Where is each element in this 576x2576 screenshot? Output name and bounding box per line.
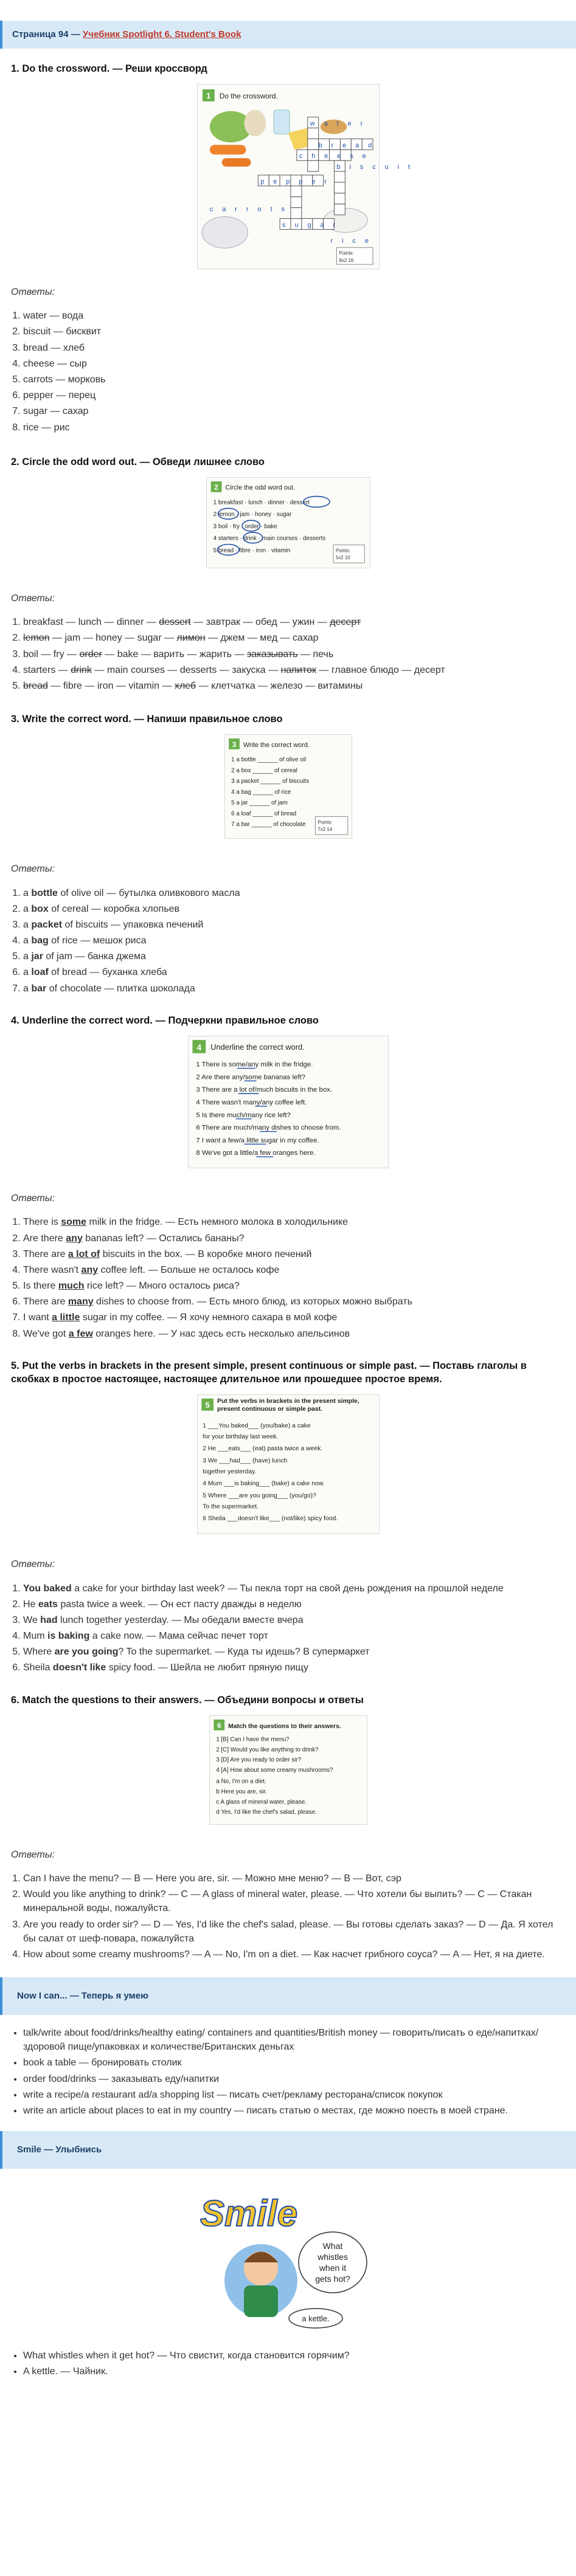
- answers-label: Ответы:: [11, 864, 55, 875]
- exercise-6-title: 6. Match the questions to their answers. — Объедини вопросы и ответы: [11, 1694, 364, 1706]
- ex6-num: 6: [217, 1721, 221, 1730]
- ex5-line: 3 We ___had___ (have) lunch: [202, 1458, 287, 1465]
- ex6-line: 4 [A] How about some creamy mushrooms?: [215, 1766, 333, 1774]
- exercise-1-title: 1. Do the crossword. — Реши кроссворд: [11, 63, 207, 74]
- list-item: 4. starters — drink — main courses — desserts — закуска — напиток — главное блюдо — десерт: [23, 663, 565, 677]
- list-item: 8. We've got a few oranges here. — У нас здесь есть несколько апельсинов: [23, 1327, 565, 1341]
- crossword-word-sugar: s u g a r: [282, 221, 339, 229]
- exercise-2-answers: [11, 615, 565, 693]
- ex6-line: d Yes, I'd like the chef's salad, please.: [215, 1809, 317, 1816]
- textbook-link[interactable]: Учебник Spotlight 6. Student's Book: [82, 29, 241, 40]
- points-label: Points:: [338, 250, 354, 257]
- crossword-word-cheese: c h e e s e: [299, 153, 370, 160]
- ex5-line: 6 Sheila ___doesn't like___ (not/like) spicy food.: [202, 1515, 338, 1523]
- list-item: 1. water — вода: [23, 309, 565, 323]
- answer-bubble-text: a kettle.: [301, 2313, 330, 2323]
- list-item: 4. There wasn't any coffee left. — Больше не осталось кофе: [23, 1263, 565, 1277]
- smile-logo: Smile: [200, 2192, 297, 2234]
- points-label: Points:: [335, 548, 350, 554]
- page-number: Страница 94 —: [12, 29, 83, 40]
- list-item: 6. pepper — перец: [23, 388, 565, 402]
- ex3-line: 6 a loaf ______ of bread: [231, 810, 296, 818]
- bubble-line: whistles: [317, 2251, 348, 2262]
- ex6-line: 2 [C] Would you like anything to drink?: [215, 1746, 319, 1754]
- ex4-line: 7 I want a few/a little sugar in my coffee.: [195, 1137, 319, 1145]
- list-item: 2. He eats pasta twice a week. — Он ест пасту дважды в неделю: [23, 1597, 565, 1611]
- exercise-3-image: [224, 734, 352, 839]
- answers-label: Ответы:: [11, 593, 55, 604]
- smile-header: [0, 2131, 576, 2169]
- ex5-line: 2 He ___eats___ (eat) pasta twice a week.: [202, 1445, 322, 1453]
- list-item: 4. cheese — сыр: [23, 357, 565, 371]
- list-item: 5. Where are you going? To the supermarket. — Куда ты идешь? В супермаркет: [23, 1645, 565, 1659]
- list-item: 7. I want a little sugar in my coffee. — Я хочу немного сахара в мой кофе: [23, 1310, 565, 1324]
- points-score: 7x2 14: [317, 827, 332, 833]
- water-picture: [274, 110, 290, 134]
- list-item: 6. Sheila doesn't like spicy food. — Шейла не любит пряную пищу: [23, 1661, 565, 1675]
- crossword-word-bread: b r e a d: [318, 142, 375, 150]
- exercise-6-image: [209, 1715, 367, 1825]
- bubble-line: when it: [319, 2262, 346, 2273]
- ex5-line: 1 ___You baked___ (you/bake) a cake: [202, 1422, 311, 1430]
- smile-title: Smile — Улыбнись: [17, 2144, 102, 2155]
- list-item: 4. Mum is baking a cake now. — Мама сейчас печет торт: [23, 1629, 565, 1643]
- points-score: 8x2 16: [338, 258, 353, 264]
- list-item: 6. a loaf of bread — буханка хлеба: [23, 965, 565, 979]
- carrot-picture-2: [221, 158, 251, 167]
- list-item: 3. We had lunch together yesterday. — Мы обедали вместе вчера: [23, 1613, 565, 1627]
- sugar-picture: [201, 217, 247, 249]
- list-item: 3. bread — хлеб: [23, 341, 565, 355]
- ex1-task: Do the crossword.: [219, 91, 278, 100]
- ex4-line: 5 Is there much/many rice left?: [195, 1111, 291, 1119]
- list-item: • book a table — бронировать столик: [23, 2056, 565, 2070]
- now-i-can-header: [0, 1977, 576, 2015]
- list-item: 2. biscuit — бисквит: [23, 325, 565, 339]
- exercise-3-title: 3. Write the correct word. — Напиши правильное слово: [11, 714, 283, 725]
- crossword-word-pepper: p e p p e r: [260, 177, 330, 185]
- ex2-num: 2: [213, 483, 218, 492]
- crossword-word-carrots: c a r r o t s: [209, 205, 288, 213]
- answers-label: Ответы:: [11, 1193, 55, 1204]
- ex2-line: 4 starters · drink · main courses · desserts: [213, 535, 325, 542]
- ex5-line: 4 Mum ___is baking___ (bake) a cake now.: [202, 1481, 325, 1488]
- exercise-5-image: [197, 1394, 380, 1534]
- ex5-line: together yesterday.: [202, 1469, 256, 1476]
- list-item: • write an article about places to eat in my country — писать статью о местах, где можно поесть в моей стране.: [23, 2104, 565, 2118]
- exercise-2-image: [206, 477, 370, 568]
- list-item: 5. Is there much rice left? — Много осталось риса?: [23, 1279, 565, 1293]
- exercise-4-title: 4. Underline the correct word. — Подчеркни правильное слово: [11, 1014, 319, 1026]
- ex6-task: Match the questions to their answers.: [227, 1723, 341, 1730]
- list-item: 8. rice — рис: [23, 421, 565, 435]
- ex2-task: Circle the odd word out.: [224, 484, 295, 492]
- list-item: 1. Can I have the menu? — B — Here you are, sir. — Можно мне меню? — В — Вот, сэр: [23, 1872, 565, 1886]
- ex4-line: 2 Are there any/some bananas left?: [195, 1073, 305, 1081]
- carrot-picture: [209, 145, 246, 154]
- ex3-line: 4 a bag ______ of rice: [231, 789, 291, 796]
- answers-label: Ответы:: [11, 1559, 55, 1570]
- now-i-can-title: Now I can... — Теперь я умею: [17, 1991, 148, 2002]
- ex2-line: 5 bread · fibre · iron · vitamin: [213, 547, 290, 554]
- exercise-1-answers: [11, 309, 565, 435]
- list-item: 3. Are you ready to order sir? — D — Yes, I'd like the chef's salad, please. — Вы готовы сделать заказ? — D — Да. Я хотел бы салат от шеф-повара, пожалуйста: [23, 1918, 565, 1946]
- bubble-line: What: [322, 2240, 342, 2251]
- ex5-task: Put the verbs in brackets in the present simple, present continuous or simple past.: [217, 1397, 359, 1413]
- exercise-6-answers: [11, 1872, 565, 1961]
- points-label: Points:: [317, 819, 333, 825]
- list-item: 7. a bar of chocolate — плитка шоколада: [23, 982, 565, 996]
- ex5-line: for your birthday last week.: [202, 1433, 278, 1441]
- crossword-word-biscuit: b i s c u i t: [336, 164, 414, 171]
- exercise-5-title: 5. Put the verbs in brackets in the present simple, present continuous or simple past. — Поставь глаголы в скобках в простое настоящее, настоящее длительное или прошедшее простое время.: [11, 1360, 527, 1385]
- ex2-line: 3 boil · fry · order · bake: [213, 523, 277, 530]
- ex3-line: 2 a box ______ of cereal: [231, 767, 297, 774]
- ex4-line: 6 There are much/many dishes to choose from.: [195, 1124, 341, 1132]
- ex4-line: 4 There wasn't many/any coffee left.: [195, 1099, 307, 1107]
- ex3-line: 3 a packet ______ of biscuits: [231, 778, 309, 785]
- bread-picture: [244, 110, 266, 137]
- list-item: 3. There are a lot of biscuits in the box. — В коробке много печений: [23, 1247, 565, 1261]
- ex3-line: 1 a bottle ______ of olive oil: [231, 756, 306, 763]
- list-item: • A kettle. — Чайник.: [23, 2364, 565, 2378]
- ex3-line: 7 a bar ______ of chocolate: [231, 821, 306, 828]
- exercise-5-answers: [11, 1582, 565, 1675]
- list-item: 1. breakfast — lunch — dinner — dessert — завтрак — обед — ужин — десерт: [23, 615, 565, 629]
- ex4-task: Underline the correct word.: [210, 1042, 305, 1052]
- ex6-line: a No, I'm on a diet.: [215, 1778, 266, 1785]
- ex1-num: 1: [206, 91, 210, 100]
- list-item: 2. Would you like anything to drink? — C — A glass of mineral water, please. — Что хотели бы выпить? — C — Стакан минеральной воды, пожалуйста.: [23, 1887, 565, 1915]
- list-item: 4. How about some creamy mushrooms? — A — No, I'm on a diet. — Как насчет грибного соуса? — A — Нет, я на диете.: [23, 1947, 565, 1961]
- ex3-num: 3: [232, 740, 236, 749]
- boy-shirt: [244, 2285, 278, 2317]
- page: [0, 21, 576, 2576]
- list-item: 1. You baked a cake for your birthday last week? — Ты пекла торт на свой день рождения на прошлой неделе: [23, 1582, 565, 1596]
- exercise-4-answers: [11, 1215, 565, 1341]
- answers-label: Ответы:: [11, 287, 55, 298]
- smile-image: [188, 2183, 389, 2335]
- ex3-line: 5 a jar ______ of jam: [231, 800, 288, 807]
- list-item: 3. boil — fry — order — bake — варить — жарить — заказывать — печь: [23, 647, 565, 661]
- list-item: 4. a bag of rice — мешок риса: [23, 934, 565, 948]
- exercise-4-image: [188, 1036, 389, 1168]
- list-item: • order food/drinks — заказывать еду/напитки: [23, 2072, 565, 2086]
- ex2-line: 2 lemon · jam · honey · sugar: [213, 511, 291, 518]
- list-item: 3. a packet of biscuits — упаковка печений: [23, 918, 565, 932]
- ex6-line: 1 [B] Can I have the menu?: [215, 1736, 290, 1743]
- list-item: 7. sugar — сахар: [23, 404, 565, 418]
- list-item: 5. a jar of jam — банка джема: [23, 949, 565, 963]
- exercise-3-answers: [11, 886, 565, 996]
- ex4-line: 8 We've got a little/a few oranges here.: [195, 1149, 315, 1157]
- ex3-task: Write the correct word.: [243, 742, 310, 749]
- list-item: 1. There is some milk in the fridge. — Есть немного молока в холодильнике: [23, 1215, 565, 1229]
- ex4-num: 4: [196, 1042, 201, 1052]
- list-item: 2. a box of cereal — коробка хлопьев: [23, 902, 565, 916]
- page-header: [0, 21, 576, 49]
- ex2-line: 1 breakfast · lunch · dinner · dessert: [213, 499, 310, 506]
- list-item: • talk/write about food/drinks/healthy eating/ containers and quantities/British money — говорить/писать о еде/напитках/здоровой пище/упаковках и количестве/Британских деньгах: [23, 2026, 565, 2054]
- ex4-line: 3 There are a lot of/much biscuits in the box.: [195, 1086, 332, 1094]
- ex6-line: b Here you are, sir.: [215, 1788, 267, 1796]
- crossword-word-water: w a t e r: [310, 120, 366, 128]
- list-item: 1. a bottle of olive oil — бутылка оливкового масла: [23, 886, 565, 900]
- bubble-line: gets hot?: [314, 2273, 350, 2284]
- ex6-line: c A glass of mineral water, please.: [215, 1799, 307, 1806]
- points-score: 5x2 10: [335, 555, 350, 561]
- now-i-can-list: [11, 2026, 565, 2118]
- ex5-line: To the supermarket.: [202, 1503, 259, 1510]
- exercise-2-title: 2. Circle the odd word out. — Обведи лишнее слово: [11, 456, 265, 467]
- list-item: 2. lemon — jam — honey — sugar — лимон — джем — мед — сахар: [23, 631, 565, 645]
- list-item: 2. Are there any bananas left? — Остались бананы?: [23, 1231, 565, 1245]
- list-item: 6. There are many dishes to choose from. — Есть много блюд, из которых можно выбрать: [23, 1295, 565, 1309]
- list-item: • What whistles when it get hot? — Что свистит, когда становится горячим?: [23, 2349, 565, 2363]
- exercise-1-image: [197, 84, 414, 269]
- ex5-num: 5: [205, 1400, 210, 1410]
- list-item: 5. carrots — морковь: [23, 373, 565, 387]
- list-item: • write a recipe/a restaurant ad/a shopping list — писать счет/рекламу ресторана/список покупок: [23, 2088, 565, 2102]
- answers-label: Ответы:: [11, 1849, 55, 1860]
- ex4-line: 1 There is some/any milk in the fridge.: [195, 1061, 313, 1069]
- smile-list: [11, 2349, 565, 2378]
- ex5-line: 5 Where ___are you going___ (you/go)?: [202, 1492, 316, 1500]
- list-item: 5. bread — fibre — iron — vitamin — хлеб — клетчатка — железо — витамины: [23, 679, 565, 693]
- ex6-line: 3 [D] Are you ready to order sir?: [215, 1757, 301, 1764]
- crossword-word-rice: r i c e: [330, 237, 372, 245]
